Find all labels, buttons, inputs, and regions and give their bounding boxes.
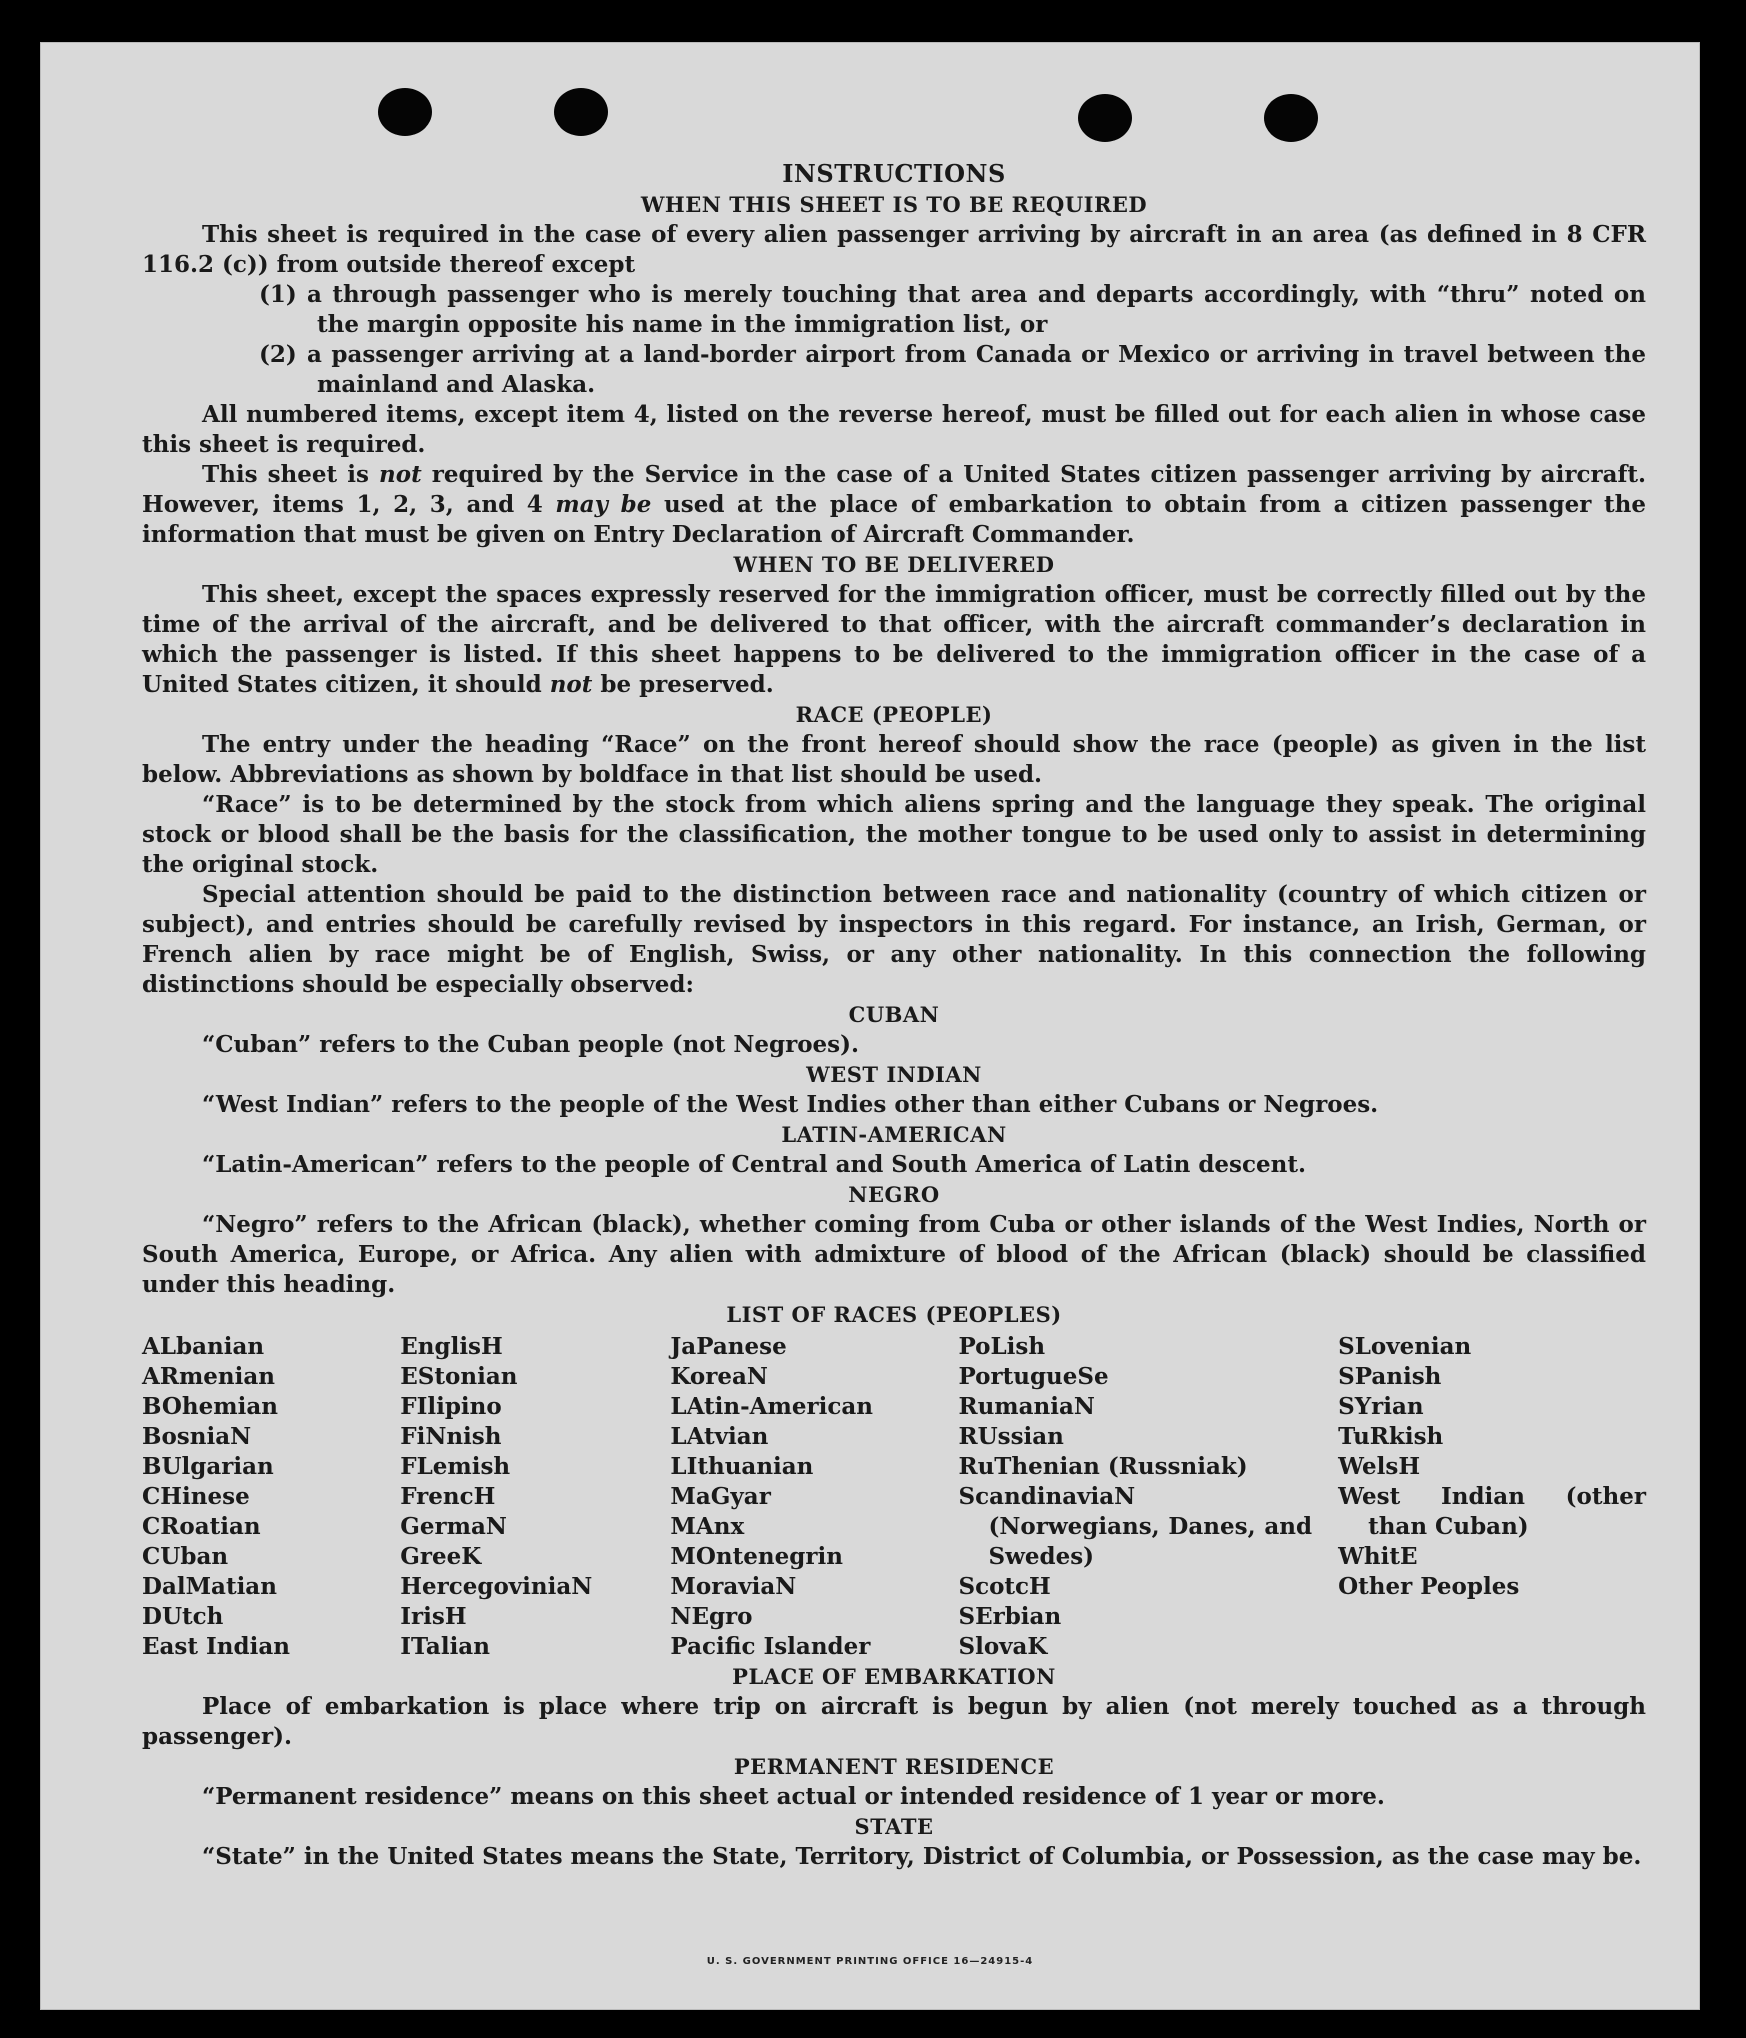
heading-negro: NEGRO: [848, 1182, 940, 1207]
races-column: [142, 1332, 400, 1662]
race-entry: HercegoviniaN: [400, 1573, 593, 1600]
races-column: [1338, 1332, 1646, 1662]
paragraph: [142, 460, 1646, 550]
race-entry: PoLish: [958, 1333, 1046, 1360]
race-entry: LIthuanian: [670, 1453, 814, 1480]
paragraph: “Negro” refers to the African (black), whether coming from Cuba or other islands of the West Indies, North or South America, Europe, or Africa. Any alien with admixture of blood of the African (black) should be classified under this heading.: [142, 1211, 1646, 1298]
list-item: [142, 340, 1646, 400]
text-run: This sheet, except the spaces expressly reserved for the immigration officer, must be correctly filled out by the time of the arrival of the aircraft, and be delivered to that officer, with the aircraft commander’s declaration in which the passenger is listed. If this sheet happens to be delivered to the immigration officer in the case of a United States citizen, it should: [142, 581, 1646, 698]
race-entry: BosniaN: [142, 1423, 252, 1450]
races-column: [958, 1332, 1338, 1662]
instructions-content: [142, 158, 1646, 1872]
paragraph: This sheet is required in the case of every alien passenger arriving by aircraft in an area (as defined in 8 CFR 116.2 (c)) from outside thereof except: [142, 221, 1646, 278]
list-item: [142, 280, 1646, 340]
punch-hole: [1264, 94, 1318, 142]
race-entry: West Indian (other than Cuban): [1338, 1483, 1646, 1540]
race-entry: CRoatian: [142, 1513, 261, 1540]
race-entry: Pacific Islander: [670, 1633, 871, 1660]
race-entry: GermaN: [400, 1513, 507, 1540]
paragraph: [142, 580, 1646, 700]
race-entry: BUlgarian: [142, 1453, 274, 1480]
text-run: This sheet is: [202, 461, 380, 488]
race-entry: RUssian: [958, 1423, 1064, 1450]
printer-imprint: U. S. GOVERNMENT PRINTING OFFICE 16—24915-4: [706, 1956, 1034, 1967]
heading-west-indian: WEST INDIAN: [806, 1062, 982, 1087]
race-entry: FrencH: [400, 1483, 496, 1510]
page-edge-notch: [1700, 905, 1718, 959]
heading-when-delivered: WHEN TO BE DELIVERED: [733, 552, 1055, 577]
paragraph: Special attention should be paid to the distinction between race and nationality (country of which citizen or subject), and entries should be carefully revised by inspectors in this regard. For instance, an Irish, German, or French alien by race might be of English, Swiss, or any other nationality. In this connection the following distinctions should be especially observed:: [142, 881, 1646, 998]
race-entry: NEgro: [670, 1603, 753, 1630]
race-entry: East Indian: [142, 1633, 290, 1660]
punch-hole: [378, 88, 432, 136]
race-entry: LAtvian: [670, 1423, 769, 1450]
text-run: required by the Service in the case of a United States citizen passenger arriving by aircraft. However, items 1, 2, 3, and 4: [142, 461, 1646, 518]
race-entry: DalMatian: [142, 1573, 277, 1600]
race-entry: SlovaK: [958, 1633, 1048, 1660]
heading-latin-american: LATIN-AMERICAN: [781, 1122, 1007, 1147]
item-number: (2): [259, 341, 297, 368]
race-entry: MAnx: [670, 1513, 745, 1540]
races-column: [400, 1332, 670, 1662]
text-run: used at the place of embarkation to obtain from a citizen passenger the information that must be given on Entry Declaration of Aircraft Commander.: [142, 491, 1646, 548]
race-entry: WhitE: [1338, 1543, 1418, 1570]
race-entry: JaPanese: [670, 1333, 787, 1360]
race-entry: EStonian: [400, 1363, 518, 1390]
emphasis: not: [549, 671, 593, 698]
race-entry: WelsH: [1338, 1453, 1421, 1480]
race-entry: ScandinaviaN (Norwegians, Danes, and Swedes): [958, 1483, 1313, 1570]
paragraph: “State” in the United States means the State, Territory, District of Columbia, or Possession, as the case may be.: [202, 1843, 1642, 1870]
heading-state: STATE: [854, 1814, 934, 1839]
race-entry: CHinese: [142, 1483, 250, 1510]
race-entry: CUban: [142, 1543, 229, 1570]
paragraph: “West Indian” refers to the people of the West Indies other than either Cubans or Negroes.: [202, 1091, 1379, 1118]
race-entry: MaGyar: [670, 1483, 771, 1510]
race-entry: ScotcH: [958, 1573, 1051, 1600]
paragraph: “Latin-American” refers to the people of Central and South America of Latin descent.: [202, 1151, 1306, 1178]
heading-permanent-residence: PERMANENT RESIDENCE: [733, 1754, 1055, 1779]
punch-hole: [1078, 94, 1132, 142]
race-entry: KoreaN: [670, 1363, 768, 1390]
item-number: (1): [259, 281, 297, 308]
race-entry: FLemish: [400, 1453, 511, 1480]
race-entry: SErbian: [958, 1603, 1062, 1630]
race-entry: TuRkish: [1338, 1423, 1444, 1450]
text-run: be preserved.: [592, 671, 774, 698]
race-entry: LAtin-American: [670, 1393, 873, 1420]
punch-hole: [554, 88, 608, 136]
race-entry: Other Peoples: [1338, 1573, 1520, 1600]
races-list: [142, 1332, 1646, 1662]
race-entry: MoraviaN: [670, 1573, 797, 1600]
paragraph: “Permanent residence” means on this sheet actual or intended residence of 1 year or more.: [202, 1783, 1385, 1810]
heading-cuban: CUBAN: [848, 1002, 940, 1027]
heading-race: RACE (PEOPLE): [795, 702, 993, 727]
race-entry: FiNnish: [400, 1423, 502, 1450]
paragraph: “Race” is to be determined by the stock from which aliens spring and the language they speak. The original stock or blood shall be the basis for the classification, the mother tongue to be used only to assist in determining the original stock.: [142, 791, 1646, 878]
paragraph: Place of embarkation is place where trip on aircraft is begun by alien (not merely touched as a through passenger).: [142, 1693, 1646, 1750]
race-entry: EnglisH: [400, 1333, 503, 1360]
race-entry: ALbanian: [142, 1333, 265, 1360]
paragraph: All numbered items, except item 4, listed on the reverse hereof, must be filled out for each alien in whose case this sheet is required.: [142, 401, 1646, 458]
item-text: a passenger arriving at a land-border airport from Canada or Mexico or arriving in travel between the mainland and Alaska.: [307, 341, 1646, 398]
race-entry: PortugueSe: [958, 1363, 1109, 1390]
heading-when-required: WHEN THIS SHEET IS TO BE REQUIRED: [640, 192, 1148, 217]
race-entry: DUtch: [142, 1603, 224, 1630]
paragraph: The entry under the heading “Race” on the front hereof should show the race (people) as given in the list below. Abbreviations as shown by boldface in that list should be used.: [142, 731, 1646, 788]
race-entry: MOntenegrin: [670, 1543, 843, 1570]
race-entry: SPanish: [1338, 1363, 1442, 1390]
race-entry: ITalian: [400, 1633, 490, 1660]
heading-place-of-embarkation: PLACE OF EMBARKATION: [732, 1664, 1056, 1689]
race-entry: SYrian: [1338, 1393, 1424, 1420]
race-entry: IrisH: [400, 1603, 467, 1630]
race-entry: BOhemian: [142, 1393, 278, 1420]
emphasis: not: [379, 461, 422, 488]
heading-list-of-races: LIST OF RACES (PEOPLES): [726, 1302, 1062, 1327]
emphasis: may be: [555, 491, 652, 518]
document-sheet: [40, 42, 1700, 2010]
race-entry: GreeK: [400, 1543, 482, 1570]
item-text: a through passenger who is merely touching that area and departs accordingly, with “thru” noted on the margin opposite his name in the immigration list, or: [307, 281, 1646, 338]
page-title: INSTRUCTIONS: [782, 159, 1006, 188]
race-entry: ARmenian: [142, 1363, 276, 1390]
races-column: [670, 1332, 958, 1662]
paragraph: “Cuban” refers to the Cuban people (not Negroes).: [202, 1031, 860, 1058]
race-entry: SLovenian: [1338, 1333, 1472, 1360]
race-entry: RuThenian (Russniak): [958, 1453, 1248, 1480]
race-entry: FIlipino: [400, 1393, 502, 1420]
race-entry: RumaniaN: [958, 1393, 1095, 1420]
